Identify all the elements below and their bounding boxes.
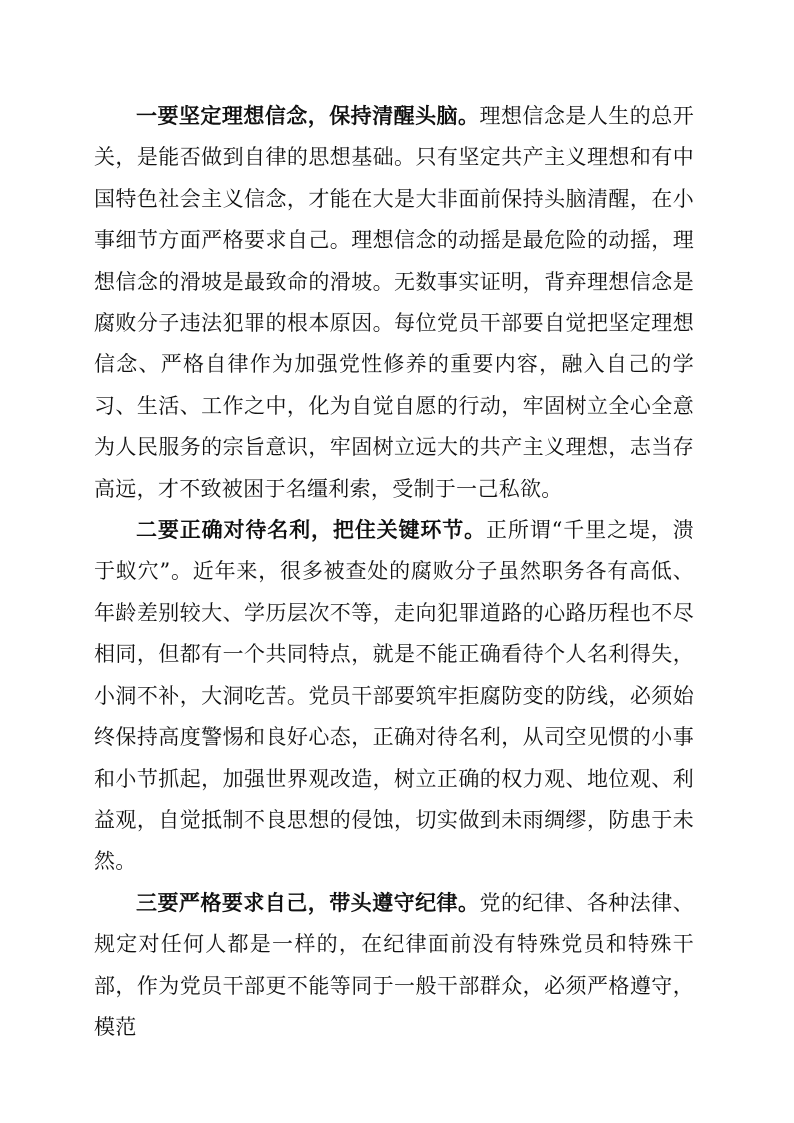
document-page: [94, 96, 694, 1048]
paragraph-lead-heading: 二要正确对待名利，把住关键环节。: [136, 518, 487, 543]
paragraph-body-text: 理想信念是人生的总开关，是能否做到自律的思想基础。只有坚定共产主义理想和有中国特色社会主义信念，才能在大是大非面前保持头脑清醒，在小事细节方面严格要求自己。理想信念的动摇是最危险的动摇，理想信念的滑坡是最致命的滑坡。无数事实证明，背弃理想信念是腐败分子违法犯罪的根本原因。每位党员干部要自觉把坚定理想信念、严格自律作为加强党性修养的重要内容，融入自己的学习、生活、工作之中，化为自觉自愿的行动，牢固树立全心全意为人民服务的宗旨意识，牢固树立远大的共产主义理想，志当存高远，才不致被困于名缰利索，受制于一己私欲。: [94, 104, 694, 501]
paragraph-lead-heading: 三要严格要求自己，带头遵守纪律。: [136, 890, 480, 915]
paragraph-lead-heading: 一要坚定理想信念，保持清醒头脑。: [136, 104, 480, 128]
paragraph-body-text: 正所谓“千里之堤，溃于蚁穴”。近年来，很多被查处的腐败分子虽然职务各有高低、年龄差别较大、学历层次不等，走向犯罪道路的心路历程也不尽相同，但都有一个共同特点，就是不能正确看待个人名利得失，小洞不补，大洞吃苦。党员干部要筑牢拒腐防变的防线，必须始终保持高度警惕和良好心态，正确对待名利，从司空见惯的小事和小节抓起，加强世界观改造，树立正确的权力观、地位观、利益观，自觉抵制不良思想的侵蚀，切实做到未雨绸缪，防患于未然。: [94, 518, 694, 874]
paragraph-discipline: [94, 883, 694, 1049]
paragraph-body-text: 党的纪律、各种法律、规定对任何人都是一样的，在纪律面前没有特殊党员和特殊干部，作为党员干部更不能等同于一般干部群众，必须严格遵守，模范: [94, 890, 694, 1039]
paragraph-ideals: [94, 96, 694, 510]
paragraph-fame-and-gain: [94, 510, 694, 883]
